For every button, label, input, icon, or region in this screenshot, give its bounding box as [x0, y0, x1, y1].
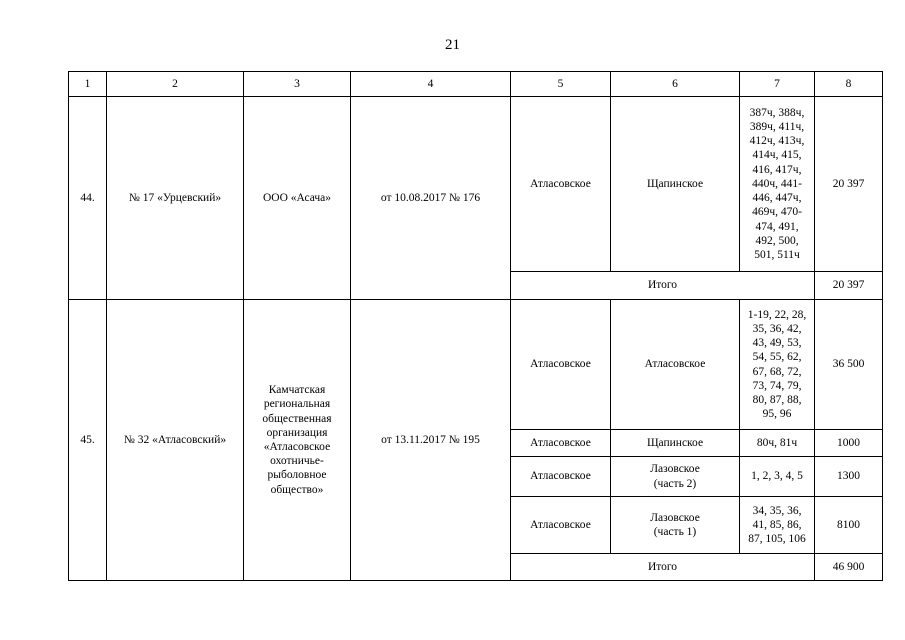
forestry: Лазовское (часть 2): [611, 457, 740, 497]
area: 36 500: [815, 300, 883, 430]
area: 1000: [815, 430, 883, 457]
table-row: [69, 300, 883, 430]
area: 20 397: [815, 97, 883, 272]
quarters: 1, 2, 3, 4, 5: [740, 457, 815, 497]
agreement-date: от 10.08.2017 № 176: [351, 97, 511, 300]
quarters: 80ч, 81ч: [740, 430, 815, 457]
district: Атласовское: [511, 457, 611, 497]
forestry: Щапинское: [611, 97, 740, 272]
district: Атласовское: [511, 430, 611, 457]
total-value: 20 397: [815, 272, 883, 300]
district: Атласовское: [511, 97, 611, 272]
forestry: Лазовское (часть 1): [611, 497, 740, 554]
organization: Камчатская региональная общественная организация «Атласовское охотничье- рыболовное общество»: [244, 300, 351, 581]
forestry: Атласовское: [611, 300, 740, 430]
area: 1300: [815, 457, 883, 497]
row-number: 45.: [69, 300, 107, 581]
row-number: 44.: [69, 97, 107, 300]
ground-name: № 17 «Урцевский»: [107, 97, 244, 300]
organization: ООО «Асача»: [244, 97, 351, 300]
quarters: 387ч, 388ч, 389ч, 411ч, 412ч, 413ч, 414ч, 415, 416, 417ч, 440ч, 441- 446, 447ч, 469ч, 470- 474, 491, 492, 500, 501, 511ч: [740, 97, 815, 272]
total-label: Итого: [511, 554, 815, 581]
header-cell: 2: [107, 72, 244, 97]
hunting-grounds-table: [68, 71, 883, 581]
district: Атласовское: [511, 300, 611, 430]
table-row: [69, 97, 883, 272]
district: Атласовское: [511, 497, 611, 554]
header-cell: 5: [511, 72, 611, 97]
header-cell: 6: [611, 72, 740, 97]
quarters: 34, 35, 36, 41, 85, 86, 87, 105, 106: [740, 497, 815, 554]
total-label: Итого: [511, 272, 815, 300]
header-cell: 4: [351, 72, 511, 97]
ground-name: № 32 «Атласовский»: [107, 300, 244, 581]
header-cell: 8: [815, 72, 883, 97]
quarters: 1-19, 22, 28, 35, 36, 42, 43, 49, 53, 54, 55, 62, 67, 68, 72, 73, 74, 79, 80, 87, 88, 95, 96: [740, 300, 815, 430]
total-value: 46 900: [815, 554, 883, 581]
header-cell: 7: [740, 72, 815, 97]
header-row: [69, 72, 883, 97]
header-cell: 1: [69, 72, 107, 97]
area: 8100: [815, 497, 883, 554]
forestry: Щапинское: [611, 430, 740, 457]
page-number: 21: [445, 37, 460, 53]
header-cell: 3: [244, 72, 351, 97]
agreement-date: от 13.11.2017 № 195: [351, 300, 511, 581]
